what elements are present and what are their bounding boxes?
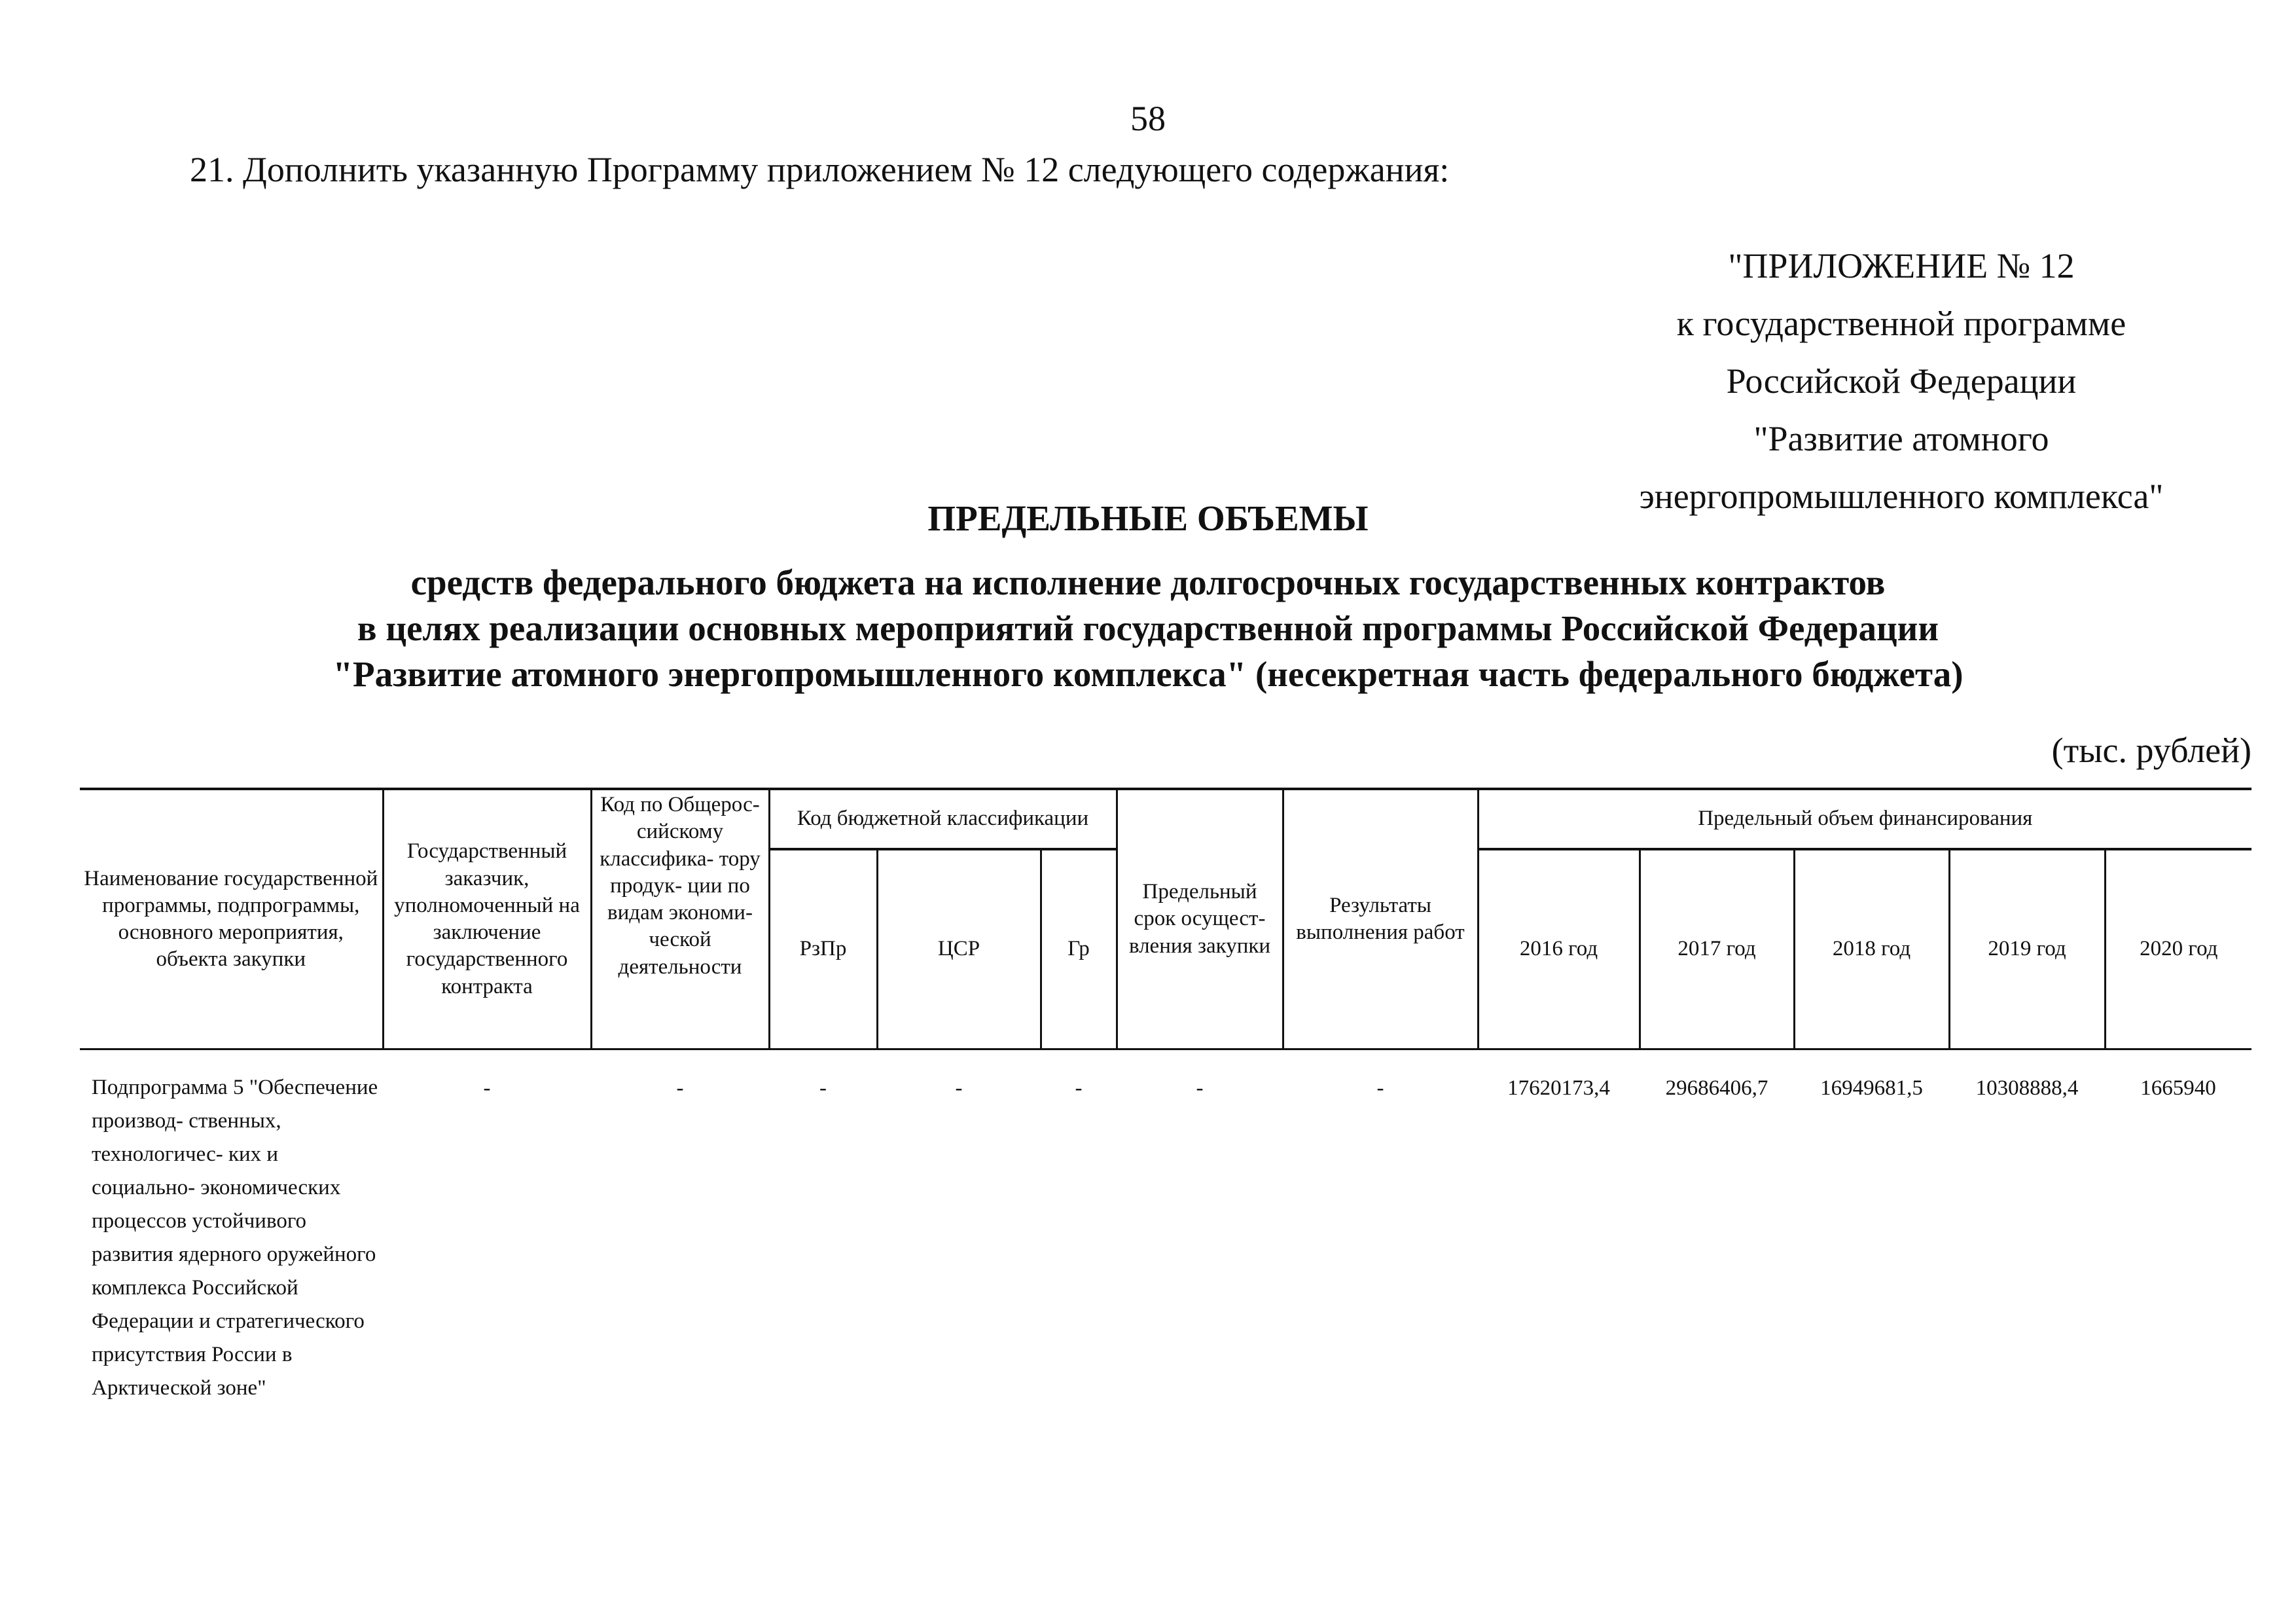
header-year-2018: 2018 год	[1794, 849, 1949, 1049]
appendix-line: "ПРИЛОЖЕНИЕ № 12	[1728, 246, 2075, 285]
cell-value-2018: 16949681,5	[1820, 1076, 1923, 1100]
document-subtitle	[0, 560, 2296, 697]
subtitle-line: "Развитие атомного энергопромышленного комплекса" (несекретная часть федерального бюджета)	[332, 654, 1964, 694]
header-results: Результаты выполнения работ	[1283, 789, 1478, 1049]
header-customer: Государственный заказчик, уполномоченный на заключение государственного контракта	[383, 789, 591, 1049]
header-year-2019: 2019 год	[1949, 849, 2105, 1049]
appendix-line: энергопромышленного комплекса"	[1639, 477, 2164, 516]
cell-value-2019: 10308888,4	[1975, 1076, 2079, 1100]
appendix-header	[1558, 237, 2245, 525]
header-year-2016: 2016 год	[1478, 849, 1640, 1049]
cell-okpd: -	[676, 1076, 684, 1100]
header-year-2017: 2017 год	[1640, 849, 1794, 1049]
intro-text: 21. Дополнить указанную Программу приложением № 12 следующего содержания:	[190, 150, 1450, 189]
header-limit: Предельный объем финансирования	[1478, 789, 2251, 849]
appendix-line: к государственной программе	[1676, 304, 2126, 343]
cell-rzpr: -	[819, 1076, 827, 1100]
header-year-2020: 2020 год	[2105, 849, 2251, 1049]
header-rzpr: РзПр	[769, 849, 877, 1049]
cell-gr: -	[1075, 1076, 1083, 1100]
header-name: Наименование государственной программы, подпрограммы, основного мероприятия, объекта закупки	[80, 789, 383, 1049]
cell-results: -	[1376, 1076, 1384, 1100]
appendix-line: "Развитие атомного	[1753, 419, 2049, 458]
cell-value-2020: 1665940	[2140, 1076, 2216, 1100]
subtitle-line: в целях реализации основных мероприятий государственной программы Российской Федерации	[357, 608, 1939, 648]
table-row	[80, 1049, 2251, 1495]
header-csr: ЦСР	[877, 849, 1041, 1049]
budget-table	[80, 788, 2251, 1494]
subtitle-line: средств федерального бюджета на исполнение долгосрочных государственных контрактов	[410, 562, 1886, 602]
cell-deadline: -	[1196, 1076, 1204, 1100]
header-budget-code: Код бюджетной классификации	[769, 789, 1117, 849]
appendix-line: Российской Федерации	[1726, 361, 2077, 401]
header-okpd: Код по Общерос- сийскому классифика- тору продук- ции по видам экономи- ческой деятельности	[591, 789, 769, 1049]
header-gr: Гр	[1041, 849, 1117, 1049]
cell-value-2017: 29686406,7	[1665, 1076, 1768, 1100]
units-label: (тыс. рублей)	[2051, 731, 2251, 770]
document-title: ПРЕДЕЛЬНЫЕ ОБЪЕМЫ	[927, 498, 1369, 538]
page-number: 58	[1130, 99, 1166, 138]
cell-value-2016: 17620173,4	[1507, 1076, 1610, 1100]
cell-csr: -	[955, 1076, 963, 1100]
header-deadline: Предельный срок осущест- вления закупки	[1117, 789, 1283, 1049]
cell-name: Подпрограмма 5 "Обеспечение производ- ственных, технологичес- ких и социально- экономических процессов устойчивого развития ядерного оружейного комплекса Российской Федерации и стратегического присутствия России в Арктической зоне"	[92, 1076, 378, 1400]
cell-customer: -	[483, 1076, 491, 1100]
